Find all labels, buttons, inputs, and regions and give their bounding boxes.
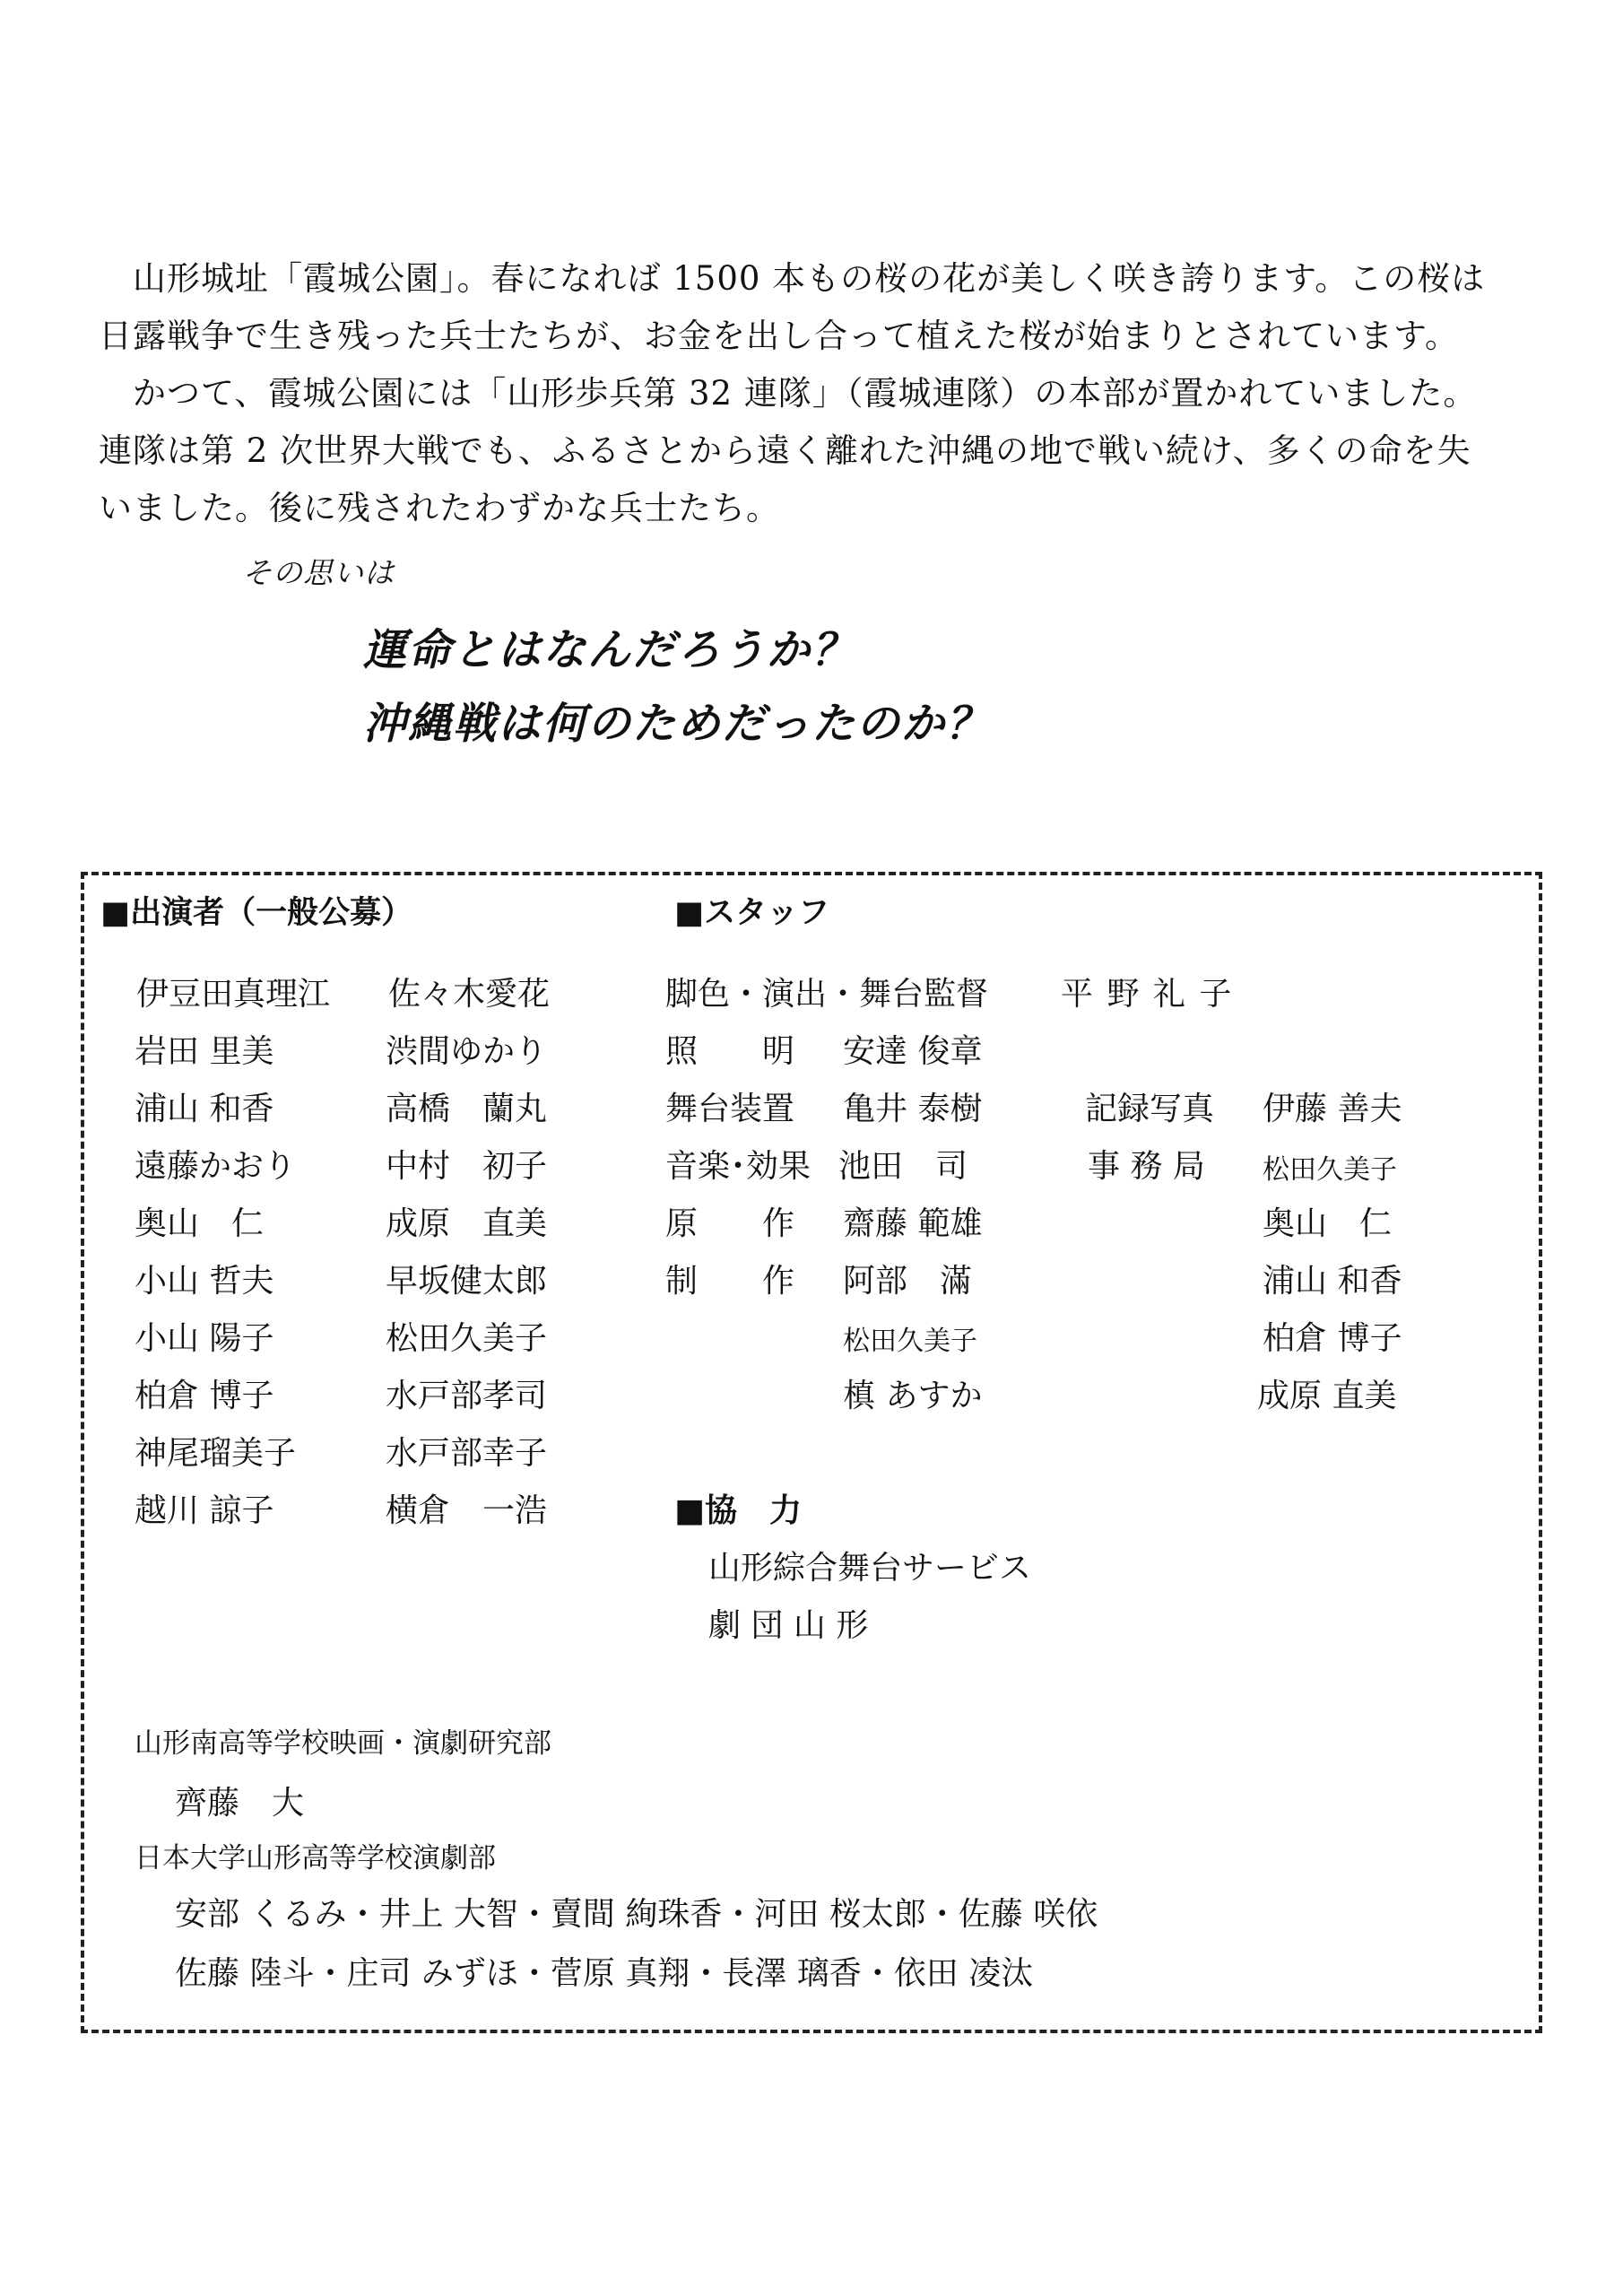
cast-col1-8: 神尾瑠美子	[135, 1435, 297, 1472]
question-1: 運命とはなんだろうか？	[363, 625, 857, 675]
school-2-members-line-2: 佐藤 陸斗・庄司 みずほ・菅原 真翔・長澤 璃香・依田 凌汰	[175, 1955, 1034, 1992]
staff-office-name-1: 奥山 仁	[1263, 1205, 1393, 1242]
cast-col2-3: 中村 初子	[386, 1148, 548, 1185]
staff-production-name-2: 槙 あすか	[843, 1378, 983, 1414]
staff-production-role: 制 作	[665, 1263, 795, 1300]
cast-col2-2: 高橋 蘭丸	[386, 1091, 548, 1127]
cast-col2-9: 横倉 一浩	[386, 1492, 548, 1529]
staff-original-role: 原 作	[665, 1205, 795, 1242]
cast-col1-5: 小山 哲夫	[135, 1263, 274, 1300]
cast-col1-7: 柏倉 博子	[135, 1378, 274, 1414]
staff-lighting-name: 安達 俊章	[843, 1033, 983, 1070]
staff-photo-role: 記録写真	[1085, 1091, 1215, 1127]
staff-original-name: 齋藤 範雄	[843, 1205, 983, 1242]
support-heading: ■協 力	[674, 1492, 803, 1529]
staff-stage-role: 舞台装置	[665, 1091, 795, 1127]
staff-director-role: 脚色・演出・舞台監督	[665, 976, 989, 1013]
support-item-1: 劇 団 山 形	[708, 1607, 869, 1644]
question-2: 沖縄戦は何のためだったのか？	[363, 699, 992, 749]
intro-line-3: かつて、霞城公園には「山形歩兵第 32 連隊」（霞城連隊）の本部が置かれていました。	[133, 374, 1478, 413]
cast-col2-1: 渋間ゆかり	[386, 1033, 548, 1070]
cast-col1-3: 遠藤かおり	[135, 1148, 297, 1185]
staff-office-name-3: 柏倉 博子	[1263, 1320, 1402, 1357]
intro-lead: その思いは	[242, 555, 395, 590]
cast-col1-0: 伊豆田真理江	[136, 976, 331, 1013]
cast-col1-6: 小山 陽子	[135, 1320, 274, 1357]
staff-office-name-4: 成原 直美	[1257, 1378, 1397, 1414]
staff-production-name-1: 松田久美子	[843, 1326, 977, 1357]
staff-stage-name: 亀井 泰樹	[843, 1091, 983, 1127]
cast-col2-0: 佐々木愛花	[388, 976, 551, 1013]
staff-production-name-0: 阿部 滿	[843, 1263, 973, 1300]
cast-col2-6: 松田久美子	[386, 1320, 548, 1357]
school-2-members-line-1: 安部 くるみ・井上 大智・賣間 絢珠香・河田 桜太郎・佐藤 咲依	[175, 1896, 1098, 1933]
cast-col1-4: 奥山 仁	[135, 1205, 265, 1242]
cast-col1-2: 浦山 和香	[135, 1091, 274, 1127]
cast-col1-1: 岩田 里美	[135, 1033, 274, 1070]
staff-director-name: 平 野 礼 子	[1061, 976, 1234, 1013]
staff-photo-name: 伊藤 善夫	[1263, 1091, 1402, 1127]
intro-line-1: 山形城址「霞城公園」。春になれば 1500 本もの桜の花が美しく咲き誇ります。この桜は	[133, 259, 1486, 298]
staff-sound-name: 池田 司	[838, 1148, 968, 1185]
staff-heading: ■スタッフ	[674, 894, 830, 931]
school-2-name: 日本大学山形高等学校演劇部	[135, 1842, 496, 1874]
cast-col2-5: 早坂健太郎	[386, 1263, 548, 1300]
cast-col2-7: 水戸部孝司	[386, 1378, 548, 1414]
school-1-name: 山形南高等学校映画・演劇研究部	[135, 1727, 551, 1760]
intro-line-5: いました。後に残されたわずかな兵士たち。	[99, 489, 780, 527]
school-1-members: 齊藤 大	[175, 1785, 305, 1822]
cast-heading: ■出演者（一般公募）	[100, 894, 413, 931]
cast-col2-8: 水戸部幸子	[386, 1435, 548, 1472]
staff-office-name-0: 松田久美子	[1263, 1154, 1397, 1186]
intro-line-4: 連隊は第 2 次世界大戦でも、ふるさとから遠く離れた沖縄の地で戦い続け、多くの命を失	[99, 431, 1471, 470]
staff-sound-role: 音楽･効果	[665, 1148, 812, 1185]
staff-lighting-role: 照 明	[665, 1033, 795, 1070]
cast-col1-9: 越川 諒子	[135, 1492, 274, 1529]
intro-line-2: 日露戦争で生き残った兵士たちが、お金を出し合って植えた桜が始まりとされています。	[99, 317, 1460, 355]
staff-office-role: 事 務 局	[1088, 1148, 1205, 1185]
staff-office-name-2: 浦山 和香	[1263, 1263, 1402, 1300]
support-item-0: 山形綜合舞台サービス	[708, 1550, 1032, 1587]
cast-col2-4: 成原 直美	[386, 1205, 548, 1242]
